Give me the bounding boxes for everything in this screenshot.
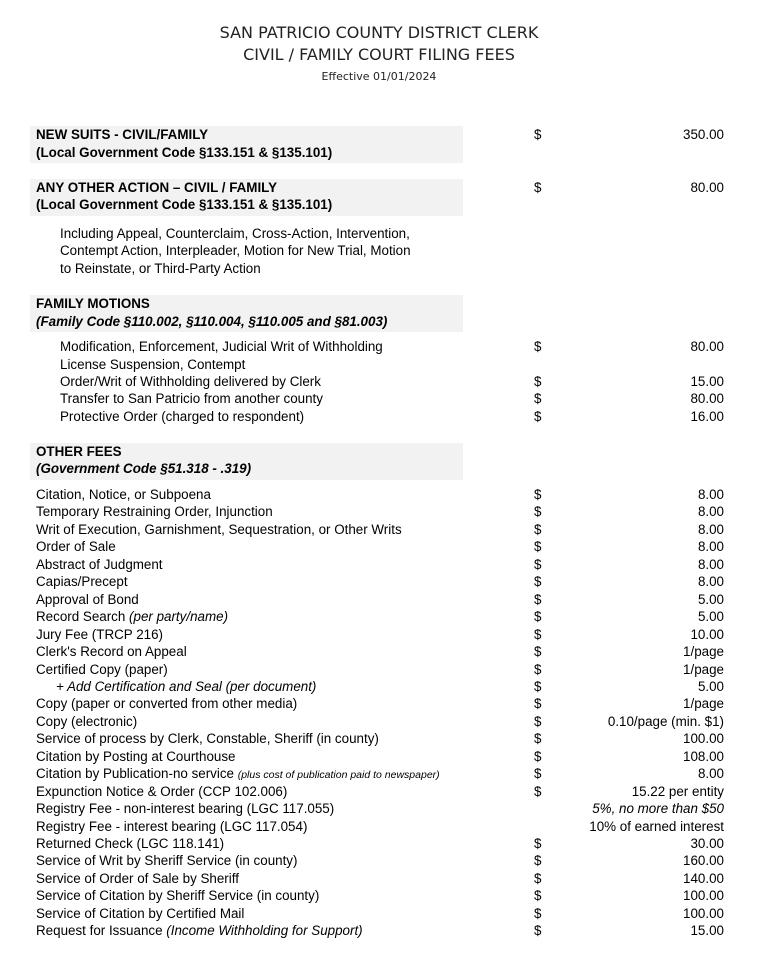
section-citation-other-fees: (Government Code §51.318 - .319) xyxy=(36,461,252,476)
fee-row-label xyxy=(36,818,307,835)
fee-row-label xyxy=(36,922,363,939)
dollar-sign: $ xyxy=(534,592,542,607)
fee-row-label xyxy=(36,713,137,730)
fee-row-label xyxy=(36,905,244,922)
dollar-sign: $ xyxy=(534,627,542,642)
fee-row-label xyxy=(36,626,163,643)
fee-label: Service of Citation by Sheriff Service (in county) xyxy=(36,888,320,903)
fee-amount-other-action: 80.00 xyxy=(690,180,724,195)
fee-row-label xyxy=(36,591,139,608)
fee-amount: 8.00 xyxy=(697,766,724,781)
fee-label: Approval of Bond xyxy=(36,592,139,607)
document-header xyxy=(0,22,758,85)
fee-label: Returned Check (LGC 118.141) xyxy=(36,836,225,851)
fee-label: Clerk's Record on Appeal xyxy=(36,644,187,659)
fee-label: Abstract of Judgment xyxy=(36,557,163,572)
dollar-sign: $ xyxy=(534,180,542,195)
fee-amount: 8.00 xyxy=(697,557,724,572)
fee-row-label xyxy=(56,678,316,695)
fee-label: Writ of Execution, Garnishment, Sequestration, or Other Writs xyxy=(36,522,402,537)
fee-label: Service of process by Clerk, Constable, Sheriff (in county) xyxy=(36,731,379,746)
family-fee-label: Protective Order (charged to respondent) xyxy=(60,409,305,424)
fee-label: Copy (paper or converted from other media) xyxy=(36,696,298,711)
fee-row-label xyxy=(36,521,402,538)
fee-label: Expunction Notice & Order (CCP 102.006) xyxy=(36,784,288,799)
fee-amount: 160.00 xyxy=(683,853,724,868)
fee-row-label xyxy=(36,800,334,817)
fee-amount: 30.00 xyxy=(690,836,724,851)
fee-label: Registry Fee - interest bearing (LGC 117.054) xyxy=(36,819,308,834)
dollar-sign: $ xyxy=(534,644,542,659)
fee-row-label xyxy=(36,695,297,712)
fee-label: Service of Citation by Certified Mail xyxy=(36,906,245,921)
fee-row-label xyxy=(36,887,319,904)
fee-amount: 10.00 xyxy=(690,627,724,642)
fee-label: Citation by Publication-no service xyxy=(36,766,238,781)
fee-amount: 5%, no more than $50 xyxy=(592,801,724,816)
fee-amount: 8.00 xyxy=(697,539,724,554)
dollar-sign: $ xyxy=(534,836,542,851)
fee-row-label xyxy=(36,835,224,852)
dollar-sign: $ xyxy=(534,574,542,589)
fee-label: + Add Certification and Seal (per document) xyxy=(56,679,317,694)
fee-label: Copy (electronic) xyxy=(36,714,138,729)
dollar-sign: $ xyxy=(534,557,542,572)
section-title-other-fees: OTHER FEES xyxy=(36,444,122,459)
section-citation-other-action: (Local Government Code §133.151 & §135.101) xyxy=(36,197,333,212)
dollar-sign: $ xyxy=(534,522,542,537)
fee-amount: 100.00 xyxy=(683,906,724,921)
other-action-description-line: Including Appeal, Counterclaim, Cross-Action, Intervention, xyxy=(60,226,410,241)
fee-note: (Income Withholding for Support) xyxy=(166,923,363,938)
section-title-family-motions: FAMILY MOTIONS xyxy=(36,296,150,311)
dollar-sign: $ xyxy=(534,714,542,729)
other-action-description-line: Contempt Action, Interpleader, Motion for New Trial, Motion xyxy=(60,243,411,258)
fee-label: Citation by Posting at Courthouse xyxy=(36,749,236,764)
fee-amount: 8.00 xyxy=(697,574,724,589)
other-action-description-line: to Reinstate, or Third-Party Action xyxy=(60,261,261,276)
section-title-new-suits: NEW SUITS - CIVIL/FAMILY xyxy=(36,127,209,142)
fee-row-label xyxy=(36,486,211,503)
dollar-sign: $ xyxy=(534,391,542,406)
fee-label: Temporary Restraining Order, Injunction xyxy=(36,504,273,519)
fee-amount: 15.00 xyxy=(690,923,724,938)
dollar-sign: $ xyxy=(534,766,542,781)
family-fee-amount: 16.00 xyxy=(690,409,724,424)
fee-label: Request for Issuance xyxy=(36,923,167,938)
dollar-sign: $ xyxy=(534,339,542,354)
fee-amount: 100.00 xyxy=(683,888,724,903)
fee-row-label xyxy=(36,538,116,555)
dollar-sign: $ xyxy=(534,696,542,711)
section-citation-family-motions: (Family Code §110.002, §110.004, §110.005 and §81.003) xyxy=(36,314,388,329)
dollar-sign: $ xyxy=(534,853,542,868)
fee-row-label xyxy=(36,661,168,678)
fees-title: CIVIL / FAMILY COURT FILING FEES xyxy=(243,45,515,64)
fee-note: (plus cost of publication paid to newspaper) xyxy=(237,769,440,781)
fee-row-label xyxy=(36,643,187,660)
dollar-sign: $ xyxy=(534,871,542,886)
fee-label: Jury Fee (TRCP 216) xyxy=(36,627,164,642)
fee-label: Record Search xyxy=(36,609,130,624)
dollar-sign: $ xyxy=(534,409,542,424)
fee-row-label xyxy=(36,765,440,784)
dollar-sign: $ xyxy=(534,679,542,694)
fee-amount: 1/page xyxy=(683,644,724,659)
fee-row-label xyxy=(36,783,287,800)
section-title-other-action: ANY OTHER ACTION – CIVIL / FAMILY xyxy=(36,180,278,195)
fee-amount: 0.10/page (min. $1) xyxy=(607,714,724,729)
fee-row-label xyxy=(36,852,297,869)
fee-label: Capias/Precept xyxy=(36,574,128,589)
dollar-sign: $ xyxy=(534,731,542,746)
fee-amount: 15.22 per entity xyxy=(631,784,724,799)
family-fee-amount: 80.00 xyxy=(690,339,724,354)
dollar-sign: $ xyxy=(534,749,542,764)
dollar-sign: $ xyxy=(534,609,542,624)
dollar-sign: $ xyxy=(534,487,542,502)
family-fee-label: Transfer to San Patricio from another county xyxy=(60,391,323,406)
dollar-sign: $ xyxy=(534,906,542,921)
family-fee-amount: 15.00 xyxy=(690,374,724,389)
fee-amount: 8.00 xyxy=(697,504,724,519)
fee-amount-new-suits: 350.00 xyxy=(683,127,724,142)
fee-label: Registry Fee - non-interest bearing (LGC 117.055) xyxy=(36,801,335,816)
fee-row-label xyxy=(36,503,273,520)
fee-label: Order of Sale xyxy=(36,539,116,554)
family-fee-amount: 80.00 xyxy=(690,391,724,406)
fee-row-label xyxy=(36,556,163,573)
dollar-sign: $ xyxy=(534,888,542,903)
section-citation-new-suits: (Local Government Code §133.151 & §135.101) xyxy=(36,145,333,160)
fee-amount: 108.00 xyxy=(683,749,724,764)
effective-date: Effective 01/01/2024 xyxy=(321,70,437,83)
fee-label: Service of Order of Sale by Sheriff xyxy=(36,871,239,886)
fee-label: Citation, Notice, or Subpoena xyxy=(36,487,211,502)
fee-row-label xyxy=(36,573,128,590)
family-fee-label: Order/Writ of Withholding delivered by Clerk xyxy=(60,374,321,389)
family-fee-label: Modification, Enforcement, Judicial Writ of Withholding xyxy=(60,339,383,354)
fee-label: Service of Writ by Sheriff Service (in county) xyxy=(36,853,298,868)
fee-amount: 1/page xyxy=(683,696,724,711)
dollar-sign: $ xyxy=(534,923,542,938)
dollar-sign: $ xyxy=(534,374,542,389)
fee-note: (per party/name) xyxy=(129,609,229,624)
fee-amount: 140.00 xyxy=(683,871,724,886)
fee-amount: 5.00 xyxy=(697,609,724,624)
dollar-sign: $ xyxy=(534,662,542,677)
dollar-sign: $ xyxy=(534,127,542,142)
fee-row-label xyxy=(36,730,379,747)
fee-amount: 8.00 xyxy=(697,487,724,502)
fee-amount: 5.00 xyxy=(697,679,724,694)
fee-row-label xyxy=(36,748,236,765)
fee-amount: 10% of earned interest xyxy=(589,819,724,834)
fee-row-label xyxy=(36,870,239,887)
fee-amount: 100.00 xyxy=(683,731,724,746)
fee-amount: 8.00 xyxy=(697,522,724,537)
dollar-sign: $ xyxy=(534,784,542,799)
fee-amount: 1/page xyxy=(683,662,724,677)
fee-amount: 5.00 xyxy=(697,592,724,607)
dollar-sign: $ xyxy=(534,539,542,554)
family-fee-label: License Suspension, Contempt xyxy=(60,357,246,372)
fee-row-label xyxy=(36,608,228,625)
clerk-title: SAN PATRICIO COUNTY DISTRICT CLERK xyxy=(219,23,539,42)
fee-label: Certified Copy (paper) xyxy=(36,662,168,677)
dollar-sign: $ xyxy=(534,504,542,519)
